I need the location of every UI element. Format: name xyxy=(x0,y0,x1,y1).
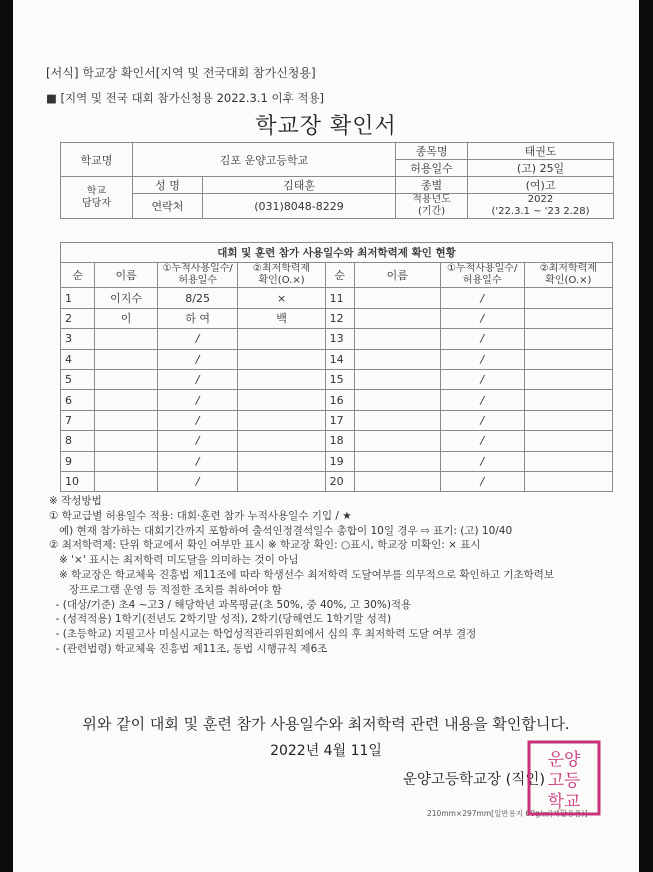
table-row xyxy=(61,410,613,430)
header-check: ②최저학력제 확인(O.×) xyxy=(524,263,612,288)
cell-days: / xyxy=(440,329,524,349)
cell-name xyxy=(95,369,157,389)
cell-no: 2 xyxy=(61,308,95,328)
cell-name xyxy=(354,431,440,451)
cell-name xyxy=(95,471,157,491)
instruction-line: - (초등학교) 지필고사 미실시교는 학업성적관리위원회에서 심의 후 최저학력 도달 여부 결정 xyxy=(49,628,477,641)
cell-no: 8 xyxy=(61,431,95,451)
cell-name xyxy=(95,349,157,369)
contact-value: (031)8048-8229 xyxy=(203,194,396,219)
cell-no: 17 xyxy=(325,410,354,430)
instructions xyxy=(49,494,554,657)
header-no: 순 xyxy=(325,263,354,288)
cell-days: / xyxy=(440,410,524,430)
school-value: 김포 운양고등학교 xyxy=(133,143,396,177)
cell-no: 6 xyxy=(61,390,95,410)
header-no: 순 xyxy=(61,263,95,288)
cell-days: / xyxy=(440,369,524,389)
table-row xyxy=(61,390,613,410)
instruction-line: ※ 학교장은 학교체육 진흥법 제11조에 따라 학생선수 최저학력 도달여부를 의무적으로 확인하고 기초학력보 xyxy=(49,568,555,581)
cell-no: 5 xyxy=(61,369,95,389)
table-row xyxy=(61,451,613,471)
cell-name xyxy=(354,410,440,430)
cell-check xyxy=(238,431,325,451)
cell-days: / xyxy=(157,369,238,389)
cell-name xyxy=(354,451,440,471)
cell-check xyxy=(238,329,325,349)
cell-check xyxy=(524,288,612,308)
cell-name xyxy=(95,329,157,349)
cell-no: 14 xyxy=(325,349,354,369)
year-label: 적용년도 (기간) xyxy=(396,194,468,219)
cell-no: 15 xyxy=(325,369,354,389)
cell-days: / xyxy=(157,329,238,349)
cell-no: 16 xyxy=(325,390,354,410)
table-row xyxy=(61,308,613,328)
cell-name xyxy=(354,308,440,328)
cell-name xyxy=(354,471,440,491)
allowed-days-label: 허용일수 xyxy=(396,160,468,177)
header-days: ①누적사용일수/ 허용일수 xyxy=(440,263,524,288)
cell-name xyxy=(354,369,440,389)
cell-name xyxy=(95,410,157,430)
cell-check: 백 xyxy=(238,308,325,328)
cell-check xyxy=(238,451,325,471)
page-title: 학교장 확인서 xyxy=(255,114,397,139)
cell-name xyxy=(95,451,157,471)
usage-table xyxy=(60,242,613,492)
issue-date: 2022년 4월 11일 xyxy=(270,743,382,759)
cell-check xyxy=(238,349,325,369)
cell-check xyxy=(238,410,325,430)
event-label: 종목명 xyxy=(396,143,468,160)
cell-check xyxy=(524,308,612,328)
cell-name: 이지수 xyxy=(95,288,157,308)
cell-no: 11 xyxy=(325,288,354,308)
instruction-line: ② 최저학력제: 단위 학교에서 확인 여부만 표시 ※ 학교장 확인: ○표시, 학교장 미확인: × 표시 xyxy=(49,539,481,552)
cell-days: 8/25 xyxy=(157,288,238,308)
cell-days: / xyxy=(440,288,524,308)
document-page xyxy=(13,0,639,872)
cell-days: / xyxy=(440,451,524,471)
cell-no: 19 xyxy=(325,451,354,471)
table-row xyxy=(61,369,613,389)
cell-name xyxy=(354,390,440,410)
category-value: (여)고 xyxy=(468,177,614,194)
instruction-line: 예) 현재 참가하는 대회기간까지 포함하여 출석인정결석일수 총합이 10일 경우 ⇨ 표기: (고) 10/40 xyxy=(49,524,513,537)
cell-no: 18 xyxy=(325,431,354,451)
contact-label: 연락처 xyxy=(133,194,203,219)
table-row xyxy=(61,471,613,491)
table-row xyxy=(61,329,613,349)
table-row xyxy=(61,288,613,308)
allowed-days-value: (고) 25일 xyxy=(468,160,614,177)
cell-days: / xyxy=(157,410,238,430)
school-info-table xyxy=(60,142,614,219)
cell-check xyxy=(238,471,325,491)
seal-text: 운양 xyxy=(547,750,581,770)
cell-check xyxy=(524,390,612,410)
cell-no: 3 xyxy=(61,329,95,349)
official-seal xyxy=(525,738,603,818)
cell-check xyxy=(524,410,612,430)
cell-name xyxy=(354,288,440,308)
cell-name xyxy=(95,390,157,410)
name-label: 성 명 xyxy=(133,177,203,194)
cell-days: / xyxy=(440,390,524,410)
instruction-line: ※ '×' 표시는 최저학력 미도달을 의미하는 것이 아님 xyxy=(49,554,299,567)
cell-check xyxy=(238,390,325,410)
cell-check xyxy=(524,329,612,349)
header-days: ①누적사용일수/ 허용일수 xyxy=(157,263,238,288)
cell-days: / xyxy=(157,431,238,451)
instruction-line: 장프로그램 운영 등 적절한 조치를 취하여야 함 xyxy=(49,583,282,596)
seal-text: 고등 xyxy=(547,771,581,791)
form-label: [서식] 학교장 확인서[지역 및 전국대회 참가신청용] xyxy=(46,66,316,80)
category-label: 종별 xyxy=(396,177,468,194)
cell-name xyxy=(354,329,440,349)
cell-no: 13 xyxy=(325,329,354,349)
cell-no: 9 xyxy=(61,451,95,471)
cell-name xyxy=(354,349,440,369)
school-label: 학교명 xyxy=(61,143,133,177)
instruction-line: - (대상/기준) 초4 ~고3 / 해당학년 과목평균(초 50%, 중 40%, 고 30%)적용 xyxy=(49,598,412,611)
cell-check xyxy=(238,369,325,389)
cell-check: × xyxy=(238,288,325,308)
cell-days: / xyxy=(157,471,238,491)
seal-text: 학교 xyxy=(547,792,581,812)
header-name: 이름 xyxy=(354,263,440,288)
cell-days: / xyxy=(157,390,238,410)
cell-check xyxy=(524,349,612,369)
cell-name xyxy=(95,431,157,451)
notice-line: ■ [지역 및 전국 대회 참가신청용 2022.3.1 이후 적용] xyxy=(46,91,325,105)
signer: 운양고등학교장 (직인) xyxy=(403,772,545,788)
cell-days: / xyxy=(440,431,524,451)
event-value: 태권도 xyxy=(468,143,614,160)
cell-days: / xyxy=(440,308,524,328)
cell-days: / xyxy=(157,349,238,369)
cell-days: 하 여 xyxy=(157,308,238,328)
cell-no: 10 xyxy=(61,471,95,491)
instruction-line: - (관련법령) 학교체육 진흥법 제11조, 동법 시행규칙 제6조 xyxy=(49,642,328,655)
year-value: 2022 ('22.3.1 ~ '23 2.28) xyxy=(468,194,614,219)
table-row xyxy=(61,431,613,451)
cell-days: / xyxy=(440,349,524,369)
cell-no: 20 xyxy=(325,471,354,491)
cell-days: / xyxy=(157,451,238,471)
name-value: 김태훈 xyxy=(203,177,396,194)
header-name: 이름 xyxy=(95,263,157,288)
cell-check xyxy=(524,431,612,451)
instruction-line: - (성적적용) 1학기(전년도 2학기말 성적), 2학기(당해연도 1학기말 성적) xyxy=(49,613,392,626)
cell-no: 4 xyxy=(61,349,95,369)
cell-check xyxy=(524,369,612,389)
table-row xyxy=(61,349,613,369)
cell-check xyxy=(524,471,612,491)
instruction-line: ※ 작성방법 xyxy=(49,495,102,507)
paper-size-note: 210mm×297mm[일반용지 60g/㎡(재활용품)] xyxy=(427,809,588,818)
cell-check xyxy=(524,451,612,471)
cell-no: 7 xyxy=(61,410,95,430)
cell-days: / xyxy=(440,471,524,491)
confirmation-text: 위와 같이 대회 및 훈련 참가 사용일수와 최저학력 관련 내용을 확인합니다. xyxy=(82,715,570,733)
cell-no: 12 xyxy=(325,308,354,328)
header-check: ②최저학력제 확인(O.×) xyxy=(238,263,325,288)
instruction-line: ① 학교급별 허용일수 적용: 대회·훈련 참가 누적사용일수 기입 / ★ xyxy=(49,509,352,522)
cell-name: 이 xyxy=(95,308,157,328)
table-caption: 대회 및 훈련 참가 사용일수와 최저학력제 확인 현황 xyxy=(61,243,613,263)
staff-label: 학교 담당자 xyxy=(61,177,133,219)
cell-no: 1 xyxy=(61,288,95,308)
